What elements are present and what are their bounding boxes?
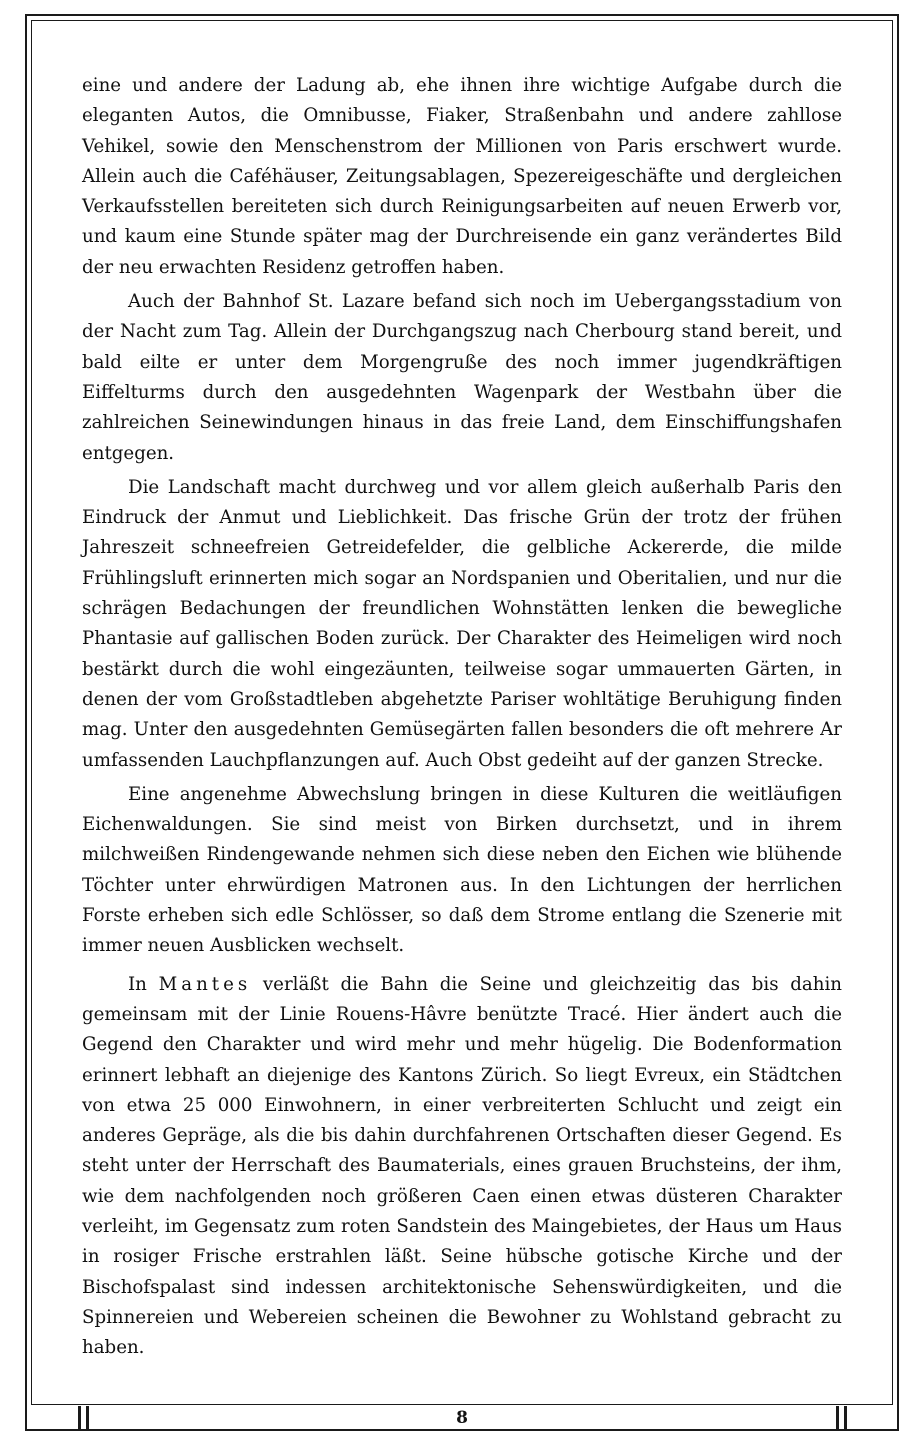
paragraph-2: Auch der Bahnhof St. Lazare befand sich noch im Uebergangsstadium von der Nacht zum Tag. Allein der Durchgangszug nach Cherbourg stand bereit, und bald eilte er unter dem Morgengruße des noch immer jugendkräftigen Eiffelturms durch den ausgedehnten Wagenpark der Westbahn über die zahlreichen Seinewindungen hinaus in das freie Land, dem Einschiffungshafen entgegen. [82, 291, 842, 464]
paragraph-1: eine und andere der Ladung ab, ehe ihnen ihre wichtige Aufgabe durch die eleganten Autos, die Omnibusse, Fiaker, Straßenbahn und andere zahllose Vehikel, sowie den Menschenstrom der Millionen von Paris erschwert wurde. Allein auch die Caféhäuser, Zeitungsablagen, Spezereigeschäfte und dergleichen Verkaufsstellen bereiteten sich durch Reinigungsarbeiten auf neuen Erwerb vor, und kaum eine Stunde später mag der Durchreisende ein ganz verändertes Bild der neu erwachten Residenz getroffen haben. [82, 75, 842, 278]
page-number: 8 [456, 1408, 468, 1428]
body-text [82, 71, 842, 1363]
paragraph-5-lead: In [128, 973, 159, 995]
footer-divider [31, 1404, 893, 1405]
paragraph-4: Eine angenehme Abwechslung bringen in diese Kulturen die weitläufigen Eichenwaldungen. Sie sind meist von Birken durchsetzt, und in ihrem milchweißen Rindengewande nehmen sich diese neben den Eichen wie blühende Töchter unter ehrwürdigen Matronen aus. In den Lichtungen der herrlichen Forste erheben sich edle Schlösser, so daß dem Strome entlang die Szenerie mit immer neuen Ausblicken wechselt. [82, 783, 842, 957]
paragraph-5 [82, 970, 842, 1364]
place-name-mantes: Mantes [158, 973, 252, 995]
paragraph-3: Die Landschaft macht durchweg und vor allem gleich außerhalb Paris den Eindruck der Anmut und Lieblichkeit. Das frische Grün der trotz der frühen Jahreszeit schneefreien Getreidefelder, die gelbliche Ackererde, die milde Frühlingsluft erinnerten mich sogar an Nordspanien und Oberitalien, und nur die schrägen Bedachungen der freundlichen Wohnstätten lenken die bewegliche Phantasie auf gallischen Boden zurück. Der Charakter des Heimeligen wird noch bestärkt durch die wohl eingezäunten, teilweise sogar ummauerten Gärten, in denen der vom Großstadtleben abgehetzte Pariser wohltätige Beruhigung finden mag. Unter den ausgedehnten Gemüsegärten fallen besonders die oft mehrere Ar umfassenden Lauchpflanzungen auf. Auch Obst gedeiht auf der ganzen Strecke. [82, 476, 842, 771]
paragraph-5-text: verläßt die Bahn die Seine und gleichzeitig das bis dahin gemeinsam mit der Linie Rouens-Hâvre benützte Tracé. Hier ändert auch die Gegend den Charakter und wird mehr und mehr hügelig. Die Bodenformation erinnert lebhaft an diejenige des Kantons Zürich. So liegt Evreux, ein Städtchen von etwa 25 000 Einwohnern, in einer verbreiterten Schlucht und zeigt ein anderes Gepräge, als die bis dahin durchfahrenen Ortschaften dieser Gegend. Es steht unter der Herrschaft des Baumaterials, eines grauen Bruchsteins, der ihm, wie dem nachfolgenden noch größeren Caen einen etwas düsteren Charakter verleiht, im Gegensatz zum roten Sandstein des Maingebietes, der Haus um Haus in rosiger Frische erstrahlen läßt. Seine hübsche gotische Kirche und der Bischofspalast sind indessen architektonische Sehenswürdigkeiten, und die Spinnereien und Webereien scheinen die Bewohner zu Wohlstand gebracht zu haben. [82, 973, 842, 1359]
